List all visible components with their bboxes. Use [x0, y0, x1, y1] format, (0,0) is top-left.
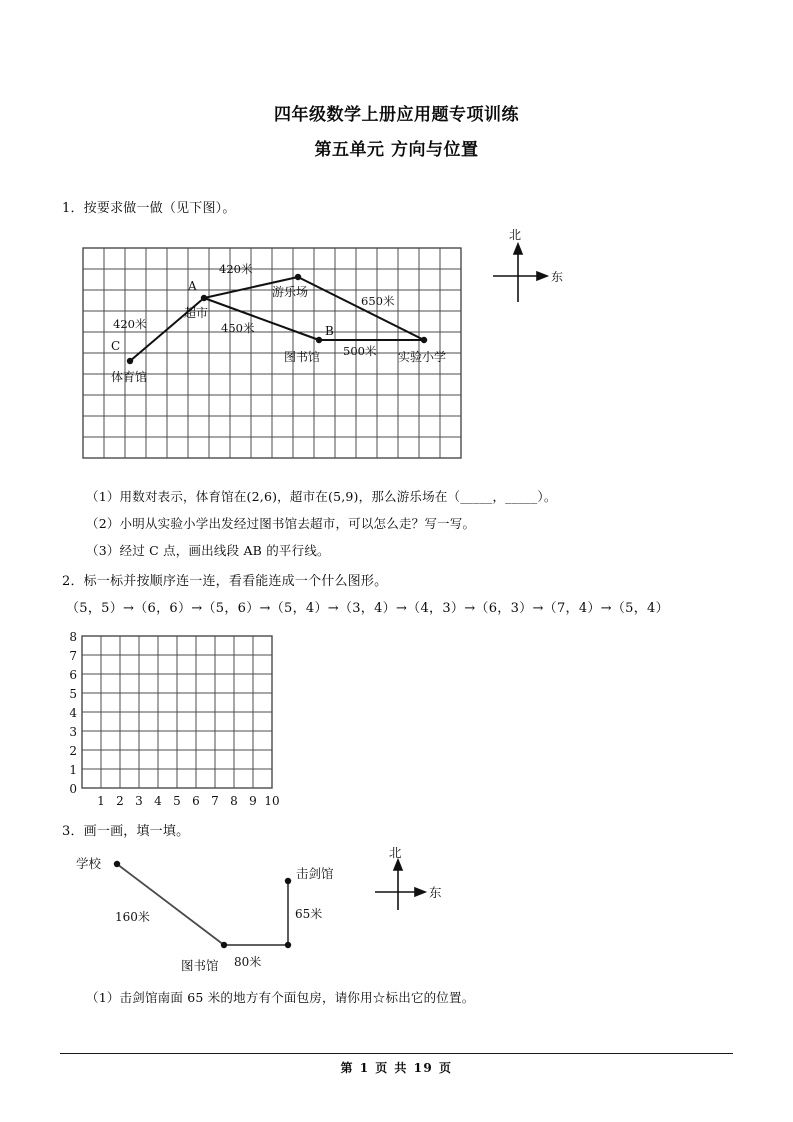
x-tick-5: 5 [173, 794, 181, 808]
map-label-supermarket: 超市 [184, 306, 209, 320]
compass-north-label-route: 北 [389, 845, 402, 860]
route-lines [117, 864, 288, 945]
compass-rose-map [493, 244, 547, 302]
y-tick-8: 8 [69, 630, 77, 644]
node-library [221, 942, 227, 948]
route-label-library: 图书馆 [181, 958, 219, 973]
map-label-school: 实验小学 [398, 350, 447, 364]
x-tick-4: 4 [154, 794, 162, 808]
node-corner [285, 942, 291, 948]
page-title: 四年级数学上册应用题专项训练 [274, 105, 519, 125]
y-tick-2: 2 [69, 744, 77, 758]
map-label-library: 图书馆 [284, 350, 321, 364]
compass-north-arrow-route [394, 860, 402, 870]
route-distance-corner-fencing: 65米 [295, 907, 323, 921]
route-distance-school-library: 160米 [115, 910, 150, 924]
y-tick-1: 1 [69, 763, 77, 777]
question-2-coordinate-sequence: （5，5）→（6，6）→（5，6）→（5，4）→（3，4）→（4，3）→（6，3）→（7，4）→（5，4） [66, 601, 669, 616]
map-point-letter-a: A [188, 279, 197, 293]
question-1-subitem-3: （3）经过 C 点，画出线段 AB 的平行线。 [86, 543, 330, 558]
map-distance-supermarket-playground: 420米 [219, 262, 253, 276]
coordinate-grid-y-labels [69, 630, 77, 796]
map-distance-playground-school: 650米 [361, 294, 395, 308]
compass-east-label-route: 东 [429, 885, 442, 900]
node-supermarket [201, 295, 207, 301]
page-subtitle: 第五单元 方向与位置 [314, 140, 479, 160]
y-tick-5: 5 [69, 687, 77, 701]
y-tick-0: 0 [69, 782, 77, 796]
question-2-text: 2．标一标并按顺序连一连，看看能连成一个什么图形。 [62, 574, 388, 589]
compass-east-arrow [537, 272, 547, 280]
compass-rose-route [375, 860, 425, 910]
x-tick-1: 1 [97, 794, 105, 808]
question-3-subitem-1: （1）击剑馆南面 65 米的地方有个面包房，请你用☆标出它的位置。 [86, 990, 475, 1005]
node-playground [295, 274, 301, 280]
x-tick-9: 9 [249, 794, 257, 808]
route-nodes [114, 861, 291, 948]
coordinate-grid-x-labels [97, 794, 279, 808]
route-distance-library-corner: 80米 [234, 955, 262, 969]
question-1-subitem-2: （2）小明从实验小学出发经过图书馆去超市，可以怎么走？写一写。 [86, 516, 476, 531]
x-tick-6: 6 [192, 794, 200, 808]
coordinate-grid-lines [82, 636, 272, 788]
y-tick-3: 3 [69, 725, 77, 739]
route-label-fencing: 击剑馆 [296, 866, 334, 881]
question-1-subitem-1: （1）用数对表示，体育馆在(2,6)，超市在(5,9)，那么游乐场在（_____，_____）。 [86, 489, 557, 504]
edge-playground-school [298, 277, 424, 340]
footer-page-number: 第 1 页 共 19 页 [340, 1061, 453, 1075]
compass-east-arrow-route [415, 888, 425, 896]
compass-east-label-map: 东 [551, 270, 564, 284]
node-fencing [285, 878, 291, 884]
route-label-school: 学校 [76, 856, 102, 871]
x-tick-7: 7 [211, 794, 219, 808]
map-label-gym: 体育馆 [111, 370, 148, 384]
map-point-letter-c: C [111, 339, 121, 353]
map-distance-library-school: 500米 [343, 344, 377, 358]
node-school [421, 337, 427, 343]
y-tick-7: 7 [69, 649, 77, 663]
question-3-text: 3．画一画，填一填。 [62, 824, 190, 839]
edge-school-library [117, 864, 224, 945]
map-distance-gym-supermarket: 420米 [113, 317, 147, 331]
y-tick-4: 4 [69, 706, 77, 720]
question-1-text: 1．按要求做一做（见下图）。 [62, 201, 236, 216]
coordinate-grid-diagram [56, 628, 316, 808]
node-school [114, 861, 120, 867]
compass-north-label-map: 北 [509, 228, 522, 242]
x-tick-8: 8 [230, 794, 238, 808]
y-tick-6: 6 [69, 668, 77, 682]
node-library [316, 337, 322, 343]
x-tick-10: 10 [264, 794, 280, 808]
node-gym [127, 358, 133, 364]
map-label-playground: 游乐场 [272, 285, 309, 299]
x-tick-3: 3 [135, 794, 143, 808]
map-point-letter-b: B [325, 324, 334, 338]
x-tick-2: 2 [116, 794, 124, 808]
map-distance-supermarket-library: 450米 [221, 321, 255, 335]
footer-divider [60, 1053, 733, 1054]
route-diagram [62, 845, 522, 978]
map-diagram [75, 228, 635, 490]
compass-north-arrow [514, 244, 522, 254]
